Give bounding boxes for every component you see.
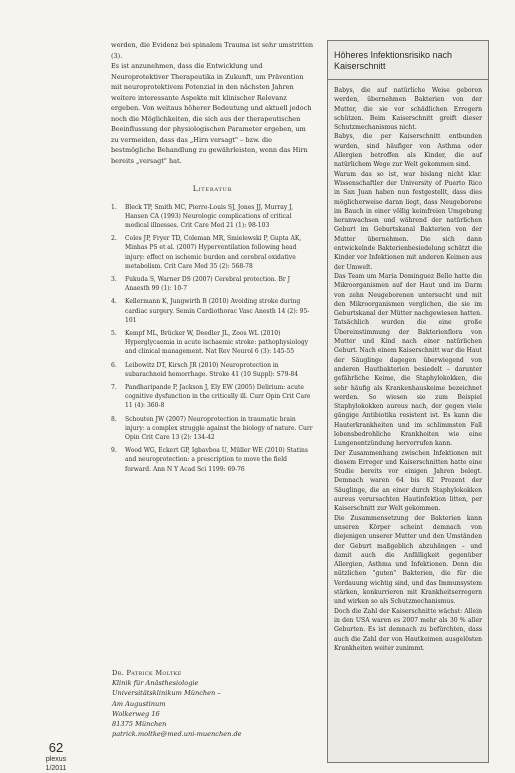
sidebar-paragraph: Babys, die per Kaiserschnitt entbunden wurden, sind häufiger von Asthma oder Allergien betroffen als Kinder, die auf natürlichem Wege zur Welt gekommen sind. [334, 133, 482, 169]
reference-number: 6. [111, 361, 117, 369]
sidebar-body [328, 80, 488, 653]
author-name: Dr. Patrick Moltke [112, 669, 182, 677]
reference-number: 2. [111, 235, 117, 243]
reference-item [111, 446, 314, 474]
sidebar-paragraph: Das Team um Maria Dominguez Bello hatte die Mikroorganismen auf der Haut und im Darm von zehn Neugeborenen untersucht und mit den Mikroorganismen verglichen, die sie im Geburtskanal der Mütter nachgewiesen hatten. Tatsächlich wurden die eine große Übereinstimmung der Bakterienflora von Mutter und Kind nach einer natürlichen Geburt. Nach einem Kaiserschnitt war die Haut der Säuglinge dagegen überwiegend von anderen Hautbakterien besiedelt – darunter gefährliche Keime, die Staphylokokken, die sehr häufig als Krankenhauskeime bezeichnet werden. So wiesen sie zum Beispiel Staphylokokken aureus nach, der gegen viele gängige Antibiotika resistent ist. Es kann die Hauterkrankheiten und im schlimmsten Fall lebensbedrohliche Krankheiten wie eine Lungenentzündung hervorrufen kann. [334, 272, 482, 448]
author-city: 81375 München [112, 720, 167, 729]
reference-text: Wood WG, Eckert GP, Igbavboa U, Müller WE (2010) Statins and neuroprotection: a prescription to move the field forward. Ann N Y Acad Sci 1199: 69-76 [125, 447, 308, 473]
page-number: 62 [48, 740, 64, 755]
main-paragraph: Es ist anzunehmen, dass die Entwicklung und Neuroprotektiver Therapeutika in Zukunft, um Prävention mit neuroprotektivem Potenzial in den nächsten Jahren weitere interessante Aspekte mit klinischer Relevanz ergeben. Von weitaus höherer Bedeutung und aktuell jedoch noch die Möglichkeiten, die sich aus der therapeutischen Beeinflussung der physiologischen Parameter ergeben, um zu vermeiden, dass das „Hirn versagt" – bzw. die bestmögliche Behandlung zu gewährleisten, wenn das Hirn bereits „versagt" hat. [111, 62, 312, 165]
sidebar-paragraph: Der Zusammenhang zwischen Infektionen mit diesem Erreger und Kaiserschnitten hatte eine Studie bereits vor einigen Jahren belegt. Demnach waren 64 bis 82 Prozent der Säuglinge, die an einer durch Staphylokokken aureus verursachten Hautinfektion litten, per Kaiserschnitt zur Welt gekommen. [334, 449, 482, 513]
reference-item [111, 361, 314, 379]
sidebar-box [327, 40, 489, 763]
reference-text: Fukuda S, Warner DS (2007) Cerebral protection. Br J Anaesth 99 (1): 10-7 [125, 275, 291, 293]
reference-text: Coles JP, Fryer TD, Coleman MR, Smielewski P, Gupta AK, Minhas PS et al. (2007) Hyperventilation following head injury: effect on ischemic burden and cerebral oxidative metabolism. Crit Care Med 35 (2): 568-78 [125, 235, 302, 270]
reference-item [111, 203, 314, 231]
reference-number: 7. [111, 383, 117, 391]
reference-text: Schouten JW (2007) Neuroprotection in traumatic brain injury: a complex struggle against the biology of nature. Curr Opin Crit Care 13 (2): 134-42 [125, 415, 313, 441]
reference-number: 9. [111, 447, 117, 455]
author-street: Wolkerweg 16 [112, 709, 160, 718]
sidebar-paragraph: Die Zusammensetzung der Bakterien kann unseren Körper scheint demnach von diejenigen unserer Mutter und den Umständen der Geburt maßgeblich abzuhängen – und damit auch die Anfälligkeit gegenüber Allergien, Asthma und Infektionen. Denn die nützlichen "guten" Bakterien, die für die Verdauung wichtig sind, und das Immunsystem stärken, konkurrieren mit Krankheitserregern und wirken so als Schutzmechanismus. [334, 514, 482, 606]
reference-item [111, 383, 314, 411]
reference-item [111, 297, 314, 325]
reference-item [111, 275, 314, 293]
reference-text: Kellermann K, Jungwirth B (2010) Avoiding stroke during cardiac surgery. Semin Cardiothorac Vasc Anesth 14 (2): 95-101 [125, 298, 310, 324]
reference-number: 5. [111, 329, 117, 337]
reference-text: Kempf ML, Brücker W, Deedler JL, Zoos WL (2010) Hyperglycaemia in acute ischaemic stroke: pathophysiology and clinical management. Nat Rev Neurol 6 (3): 145-55 [125, 329, 309, 356]
literature-heading: Literatur [192, 184, 233, 193]
reference-number: 4. [111, 298, 117, 306]
reference-number: 8. [111, 415, 117, 423]
author-affiliation: Klinik für Anästhesiologie [112, 679, 199, 688]
author-campus: Am Augustinum [112, 699, 166, 708]
continuation-text: werden, die Evidenz bei spinalem Trauma ist sehr umstritten (3). [111, 41, 314, 60]
author-institution: Universitätsklinikum München – [112, 689, 221, 698]
reference-item [111, 234, 314, 271]
left-column [111, 40, 314, 478]
reference-list [111, 203, 314, 474]
reference-number: 3. [111, 275, 117, 283]
reference-text: Pandharipande P, Jackson J, Ely EW (2005) Delirium: acute cognitive dysfunction in the critically ill. Curr Opin Crit Care 11 (4): 360-8 [125, 383, 311, 410]
author-email[interactable]: patrick.moltke@med.uni-muenchen.de [112, 730, 242, 739]
reference-number: 1. [111, 203, 117, 211]
reference-item [111, 329, 314, 357]
sidebar-paragraph: Babys, die auf natürliche Weise geboren werden, übernehmen Bakterien von der Mutter, die sie vor schädlichen Erregern schützen. Beim Kaiserschnitt greift dieser Schutzmechanismus nicht. [334, 87, 482, 132]
sidebar-paragraph: Doch die Zahl der Kaiserschnitte wächst: Allein in den USA waren es 2007 mehr als 30 % aller Geburten. Es ist demnach zu befürchten, dass auch die Zahl der von Hautkeimen ausgelösten Krankheiten weiter zunimmt. [334, 607, 482, 652]
reference-text: Leibowitz DT, Kirsch JR (2010) Neuroprotection in subarachnoid hemorrhage. Stroke 41 (10 Suppl): S79-84 [125, 361, 299, 378]
reference-item [111, 415, 314, 443]
issue-number: 1/2011 [45, 765, 67, 772]
reference-text: Bleck TP, Smith MC, Pierre-Louis SJ, Jones JJ, Murray J, Hansen CA (1993) Neurologic complications of critical medical illnesses. Crit Care Med 21 (1): 98-103 [125, 203, 294, 229]
magazine-name: plexus [45, 756, 67, 763]
sidebar-heading: Höheres Infektionsrisiko nach Kaiserschnitt [328, 41, 488, 80]
sidebar-paragraph: Warum das so ist, war bislang nicht klar. Wissenschaftler der University of Puerto Rico in San Juan haben nun festgestellt, dass dies möglicherweise daran liegt, dass Neugeborene im Bauch in einer völlig keimfreien Umgebung heranwachsen und während der natürlichen Geburt im Geburtskanal Bakterien von der Mutter übernehmen. Die sich dann entwickelnde Bakterienbesiedelung schützt die Kinder vor Infektionen mit anderen Keimen aus der Umwelt. [334, 170, 482, 271]
page-info [36, 740, 76, 773]
author-block [112, 668, 332, 739]
